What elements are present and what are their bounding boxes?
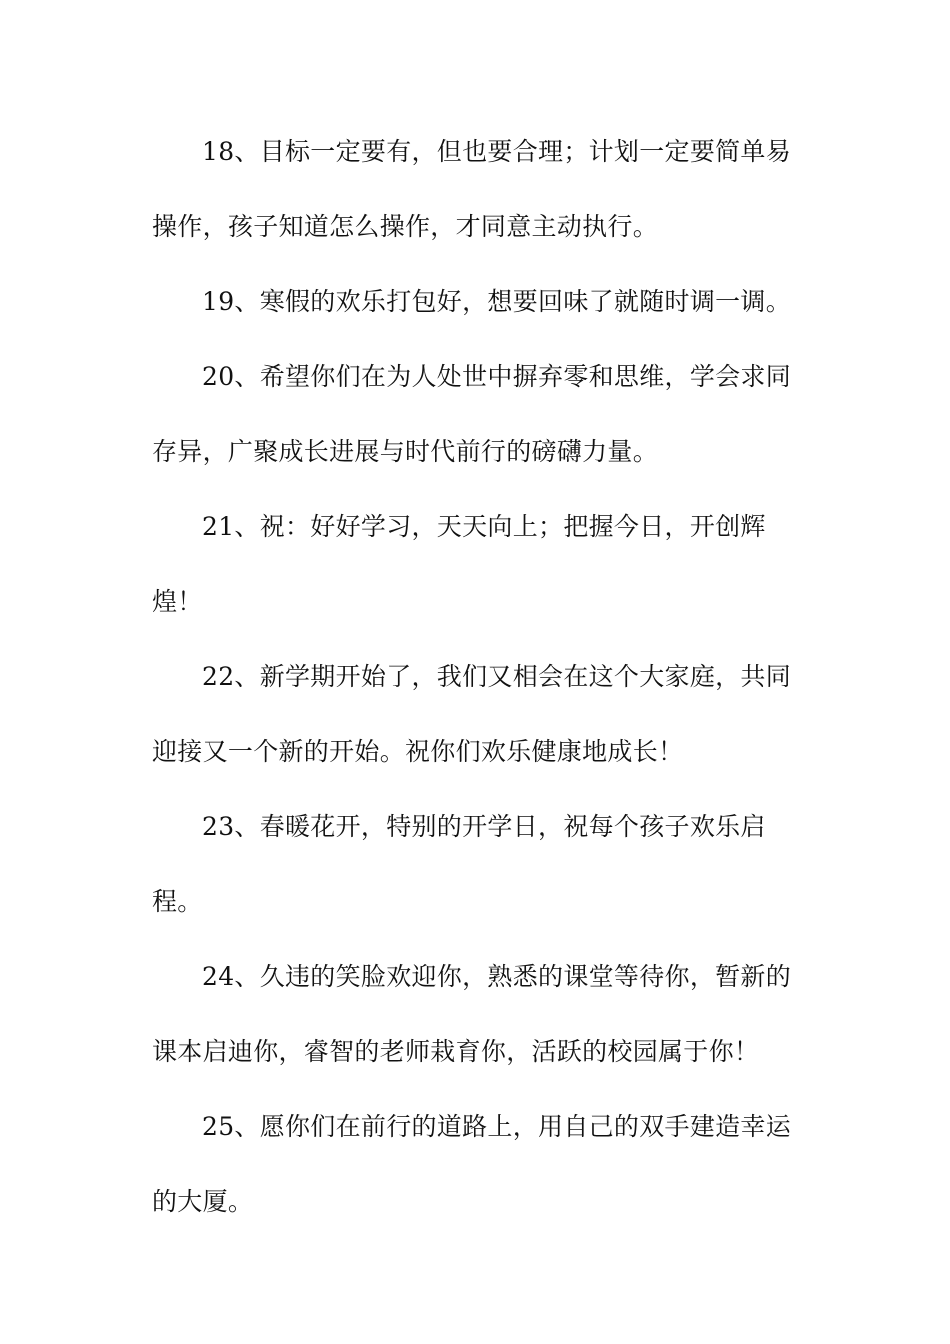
document-body: [152, 128, 792, 1253]
text-line: 操作，孩子知道怎么操作，才同意主动执行。: [152, 212, 659, 241]
text-line: 迎接又一个新的开始。祝你们欢乐健康地成长！: [152, 737, 684, 766]
text-line: 24、久违的笑脸欢迎你，熟悉的课堂等待你，暂新的: [202, 962, 792, 991]
text-line: 23、春暖花开，特别的开学日，祝每个孩子欢乐启: [202, 812, 766, 841]
text-line: 煌！: [152, 587, 203, 616]
text-line: 存异，广聚成长进展与时代前行的磅礴力量。: [152, 437, 659, 466]
text-line: 课本启迪你，睿智的老师栽育你，活跃的校园属于你！: [152, 1037, 760, 1066]
text-line: 25、愿你们在前行的道路上，用自己的双手建造幸运: [202, 1112, 792, 1141]
text-line: 19、寒假的欢乐打包好，想要回味了就随时调一调。: [202, 287, 792, 316]
text-line: 的大厦。: [152, 1187, 254, 1216]
text-line: 22、新学期开始了，我们又相会在这个大家庭，共同: [202, 662, 792, 691]
text-line: 程。: [152, 887, 203, 916]
text-line: 20、希望你们在为人处世中摒弃零和思维，学会求同: [202, 362, 792, 391]
text-line: 21、祝：好好学习，天天向上；把握今日，开创辉: [202, 512, 766, 541]
text-line: 18、目标一定要有，但也要合理；计划一定要简单易: [202, 137, 792, 166]
